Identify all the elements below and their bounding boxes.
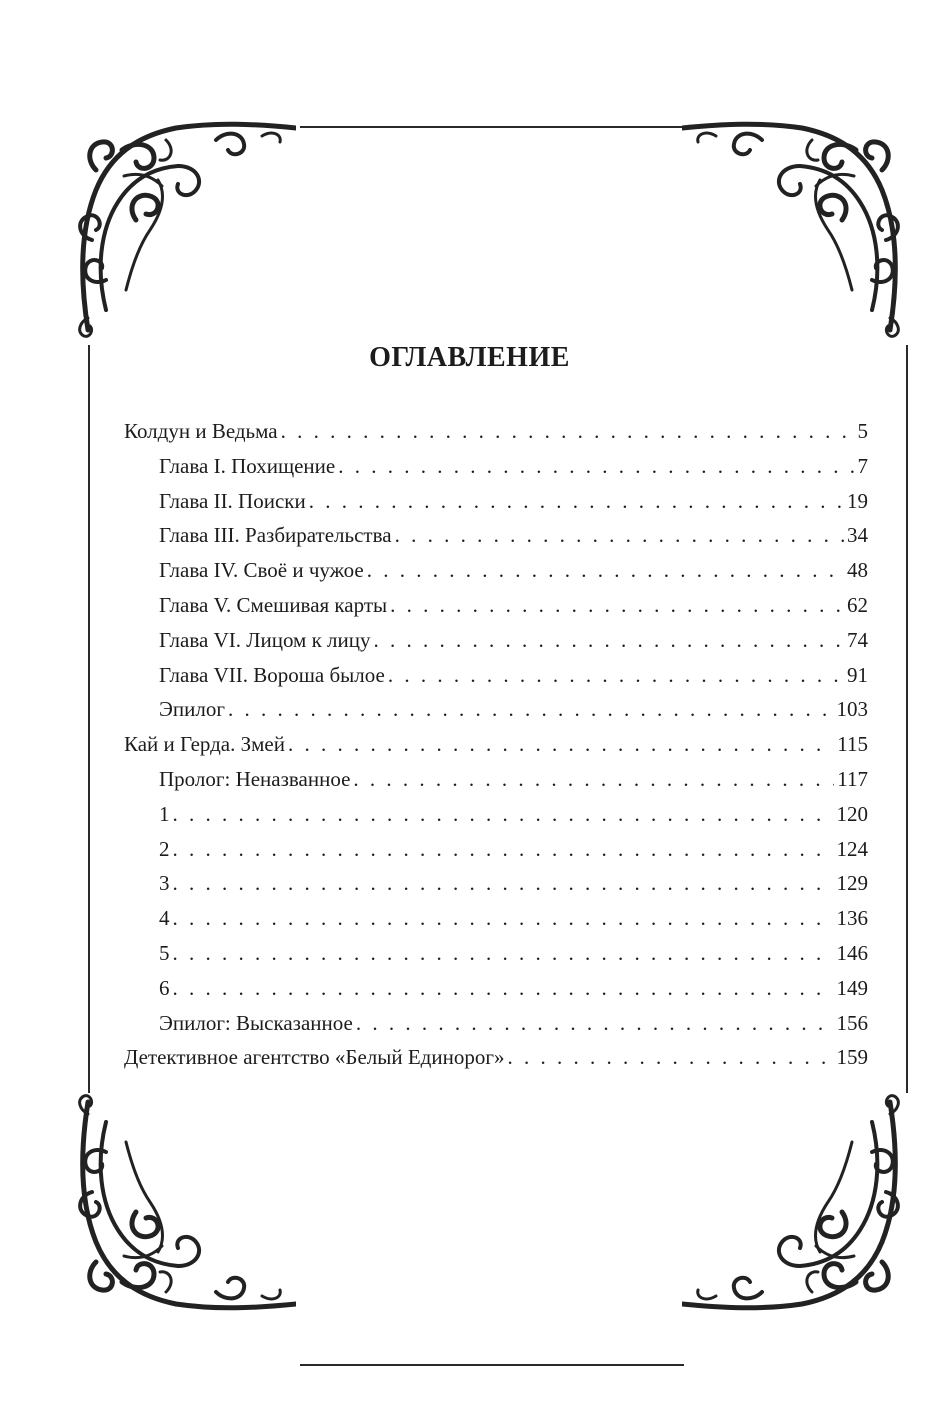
flourish-corner-top-right-icon: [682, 110, 912, 340]
toc-entry-label: 5: [159, 940, 170, 965]
frame-left-rule: [88, 345, 90, 1093]
table-of-contents: [124, 414, 868, 1075]
toc-dot-leader: [281, 414, 855, 449]
toc-entry-label: Колдун и Ведьма: [124, 419, 278, 443]
toc-dot-leader: [173, 832, 834, 867]
toc-entry: [124, 797, 868, 832]
toc-entry: [124, 658, 868, 693]
toc-dot-leader: [507, 1040, 833, 1075]
toc-entry-label: 2: [159, 836, 170, 861]
toc-entry: [124, 832, 868, 867]
toc-entry-page: 156: [836, 1010, 868, 1035]
toc-dot-leader: [228, 692, 834, 727]
toc-entry: [124, 553, 868, 588]
toc-entry-label: Глава III. Разбирательства: [159, 523, 392, 548]
toc-entry: [124, 1006, 868, 1041]
toc-entry-page: 120: [836, 801, 868, 826]
frame-bottom-rule: [300, 1364, 684, 1366]
toc-entry-label: Детективное агентство «Белый Единорог»: [124, 1045, 505, 1070]
toc-dot-leader: [388, 658, 844, 693]
toc-entry-page: 62: [847, 592, 868, 617]
toc-dot-leader: [173, 797, 834, 832]
toc-entry-label: 3: [159, 871, 170, 896]
toc-entry-page: 103: [836, 697, 868, 722]
toc-entry-label: Эпилог: [159, 697, 225, 722]
toc-entry: [124, 484, 868, 519]
toc-dot-leader: [288, 727, 834, 762]
toc-entry-label: Глава II. Поиски: [159, 488, 306, 513]
toc-entry-page: 149: [836, 975, 868, 1000]
toc-entry: [124, 692, 868, 727]
toc-entry-page: 117: [837, 766, 868, 791]
toc-entry-label: Эпилог: Высказанное: [159, 1010, 353, 1035]
toc-entry-page: 48: [847, 558, 868, 583]
toc-entry-page: 7: [857, 453, 868, 478]
toc-dot-leader: [374, 623, 845, 658]
toc-dot-leader: [395, 518, 844, 553]
toc-entry-label: Пролог: Неназванное: [159, 766, 351, 791]
toc-entry-label: 6: [159, 975, 170, 1000]
toc-entry-label: Глава IV. Своё и чужое: [159, 558, 364, 583]
toc-entry: [124, 518, 868, 553]
toc-entry: [124, 623, 868, 658]
toc-dot-leader: [353, 762, 834, 797]
toc-entry: [124, 414, 868, 449]
toc-dot-leader: [338, 449, 854, 484]
toc-dot-leader: [173, 971, 834, 1006]
toc-dot-leader: [356, 1006, 834, 1041]
toc-entry-label: 1: [159, 801, 170, 826]
toc-entry: [124, 588, 868, 623]
toc-entry-page: 5: [857, 419, 868, 443]
toc-entry-label: Глава VII. Вороша былое: [159, 662, 385, 687]
toc-entry-page: 19: [847, 488, 868, 513]
frame-right-rule: [906, 345, 908, 1093]
toc-entry-page: 124: [836, 836, 868, 861]
toc-entry: [124, 936, 868, 971]
toc-entry-page: 129: [836, 871, 868, 896]
toc-entry-label: 4: [159, 906, 170, 931]
toc-entry-page: 34: [847, 523, 868, 548]
flourish-corner-bottom-left-icon: [66, 1092, 296, 1322]
toc-dot-leader: [390, 588, 844, 623]
toc-dot-leader: [309, 484, 844, 519]
toc-dot-leader: [367, 553, 844, 588]
toc-entry-label: Глава VI. Лицом к лицу: [159, 627, 371, 652]
toc-entry: [124, 971, 868, 1006]
toc-entry-label: Кай и Герда. Змей: [124, 732, 285, 757]
toc-entry: [124, 727, 868, 762]
toc-entry: [124, 901, 868, 936]
toc-entry-page: 91: [847, 662, 868, 687]
toc-entry: [124, 1040, 868, 1075]
toc-dot-leader: [173, 866, 834, 901]
flourish-corner-bottom-right-icon: [682, 1092, 912, 1322]
toc-entry-page: 159: [836, 1045, 868, 1070]
flourish-corner-top-left-icon: [66, 110, 296, 340]
toc-dot-leader: [173, 936, 834, 971]
toc-entry: [124, 449, 868, 484]
toc-entry-page: 146: [836, 940, 868, 965]
toc-dot-leader: [173, 901, 834, 936]
toc-entry: [124, 762, 868, 797]
toc-entry-page: 136: [836, 906, 868, 931]
page-title: ОГЛАВЛЕНИЕ: [369, 342, 570, 373]
toc-entry: [124, 866, 868, 901]
toc-entry-label: Глава V. Смешивая карты: [159, 592, 388, 617]
toc-entry-page: 74: [847, 627, 868, 652]
toc-entry-label: Глава I. Похищение: [159, 453, 336, 478]
frame-top-rule: [300, 126, 684, 128]
toc-entry-page: 115: [837, 732, 868, 757]
